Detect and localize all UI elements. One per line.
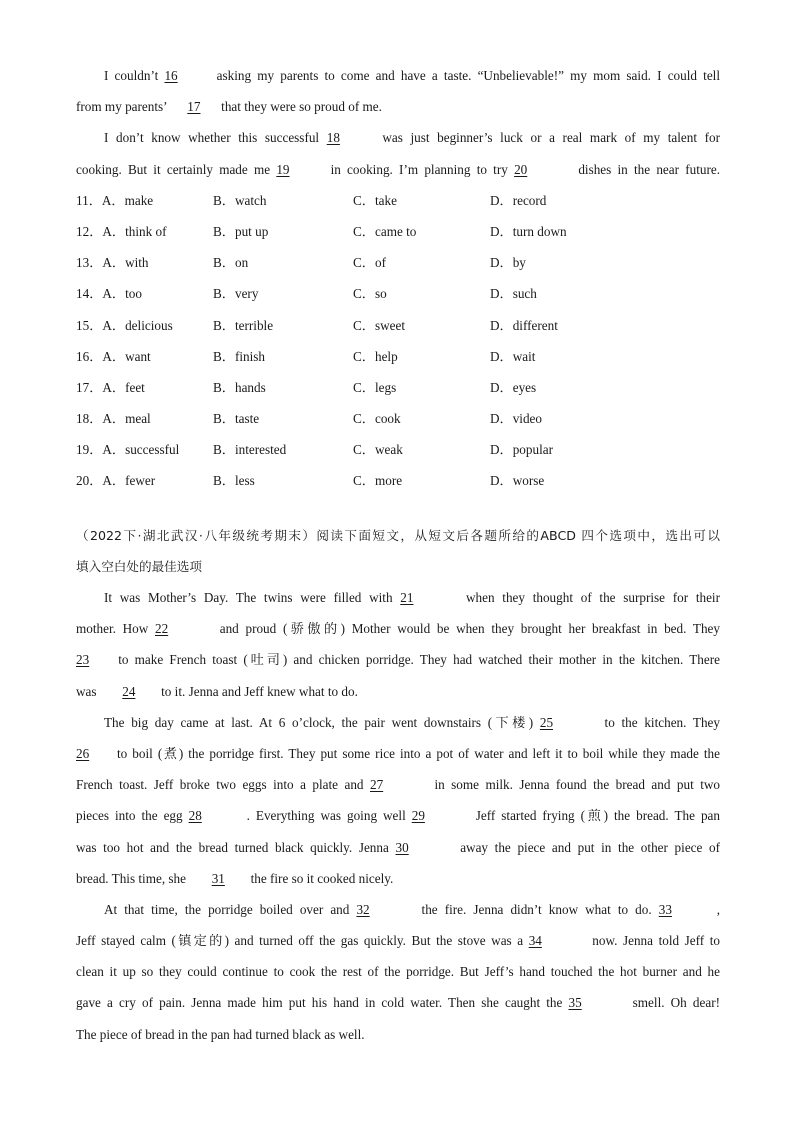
option-d[interactable]: D．turn down: [490, 223, 567, 239]
option-c[interactable]: C．weak: [353, 442, 403, 458]
blank-16[interactable]: 16: [164, 68, 178, 83]
passage2-line: Jeff stayed calm (镇定的) and turned off the gas quickly. But the stove was a 34 now. Jenna told Jeff to: [76, 925, 720, 956]
blank-28[interactable]: 28: [188, 808, 202, 824]
passage2-line: clean it up so they could continue to cook the rest of the porridge. But Jeff’s hand touched the hot burner and he: [76, 964, 720, 980]
option-d[interactable]: D．worse: [490, 473, 545, 489]
option-d[interactable]: D．record: [490, 192, 547, 208]
blank-31[interactable]: 31: [211, 870, 225, 886]
passage2-line: French toast. Jeff broke two eggs into a plate and 27 in some milk. Jenna found the bread and put two: [76, 769, 720, 800]
passage2-line: pieces into the egg 28 . Everything was going well 29 Jeff started frying (煎) the bread. The pan: [76, 800, 720, 831]
blank-30[interactable]: 30: [395, 839, 409, 855]
passage2-line: At that time, the porridge boiled over and 32 the fire. Jenna didn’t know what to do. 33 ,: [76, 894, 720, 925]
question-row: 20．A．fewer B．less C．more D．worse: [76, 465, 720, 496]
option-b[interactable]: B．hands: [213, 379, 266, 395]
blank-24[interactable]: 24: [122, 683, 136, 699]
passage2-line: bread. This time, she 31 the fire so it cooked nicely.: [76, 863, 720, 894]
option-a[interactable]: A．too: [102, 286, 142, 302]
option-c[interactable]: C．so: [353, 286, 387, 302]
option-d[interactable]: D．wait: [490, 348, 536, 364]
passage2-line: The big day came at last. At 6 o’clock, the pair went downstairs (下楼) 25 to the kitchen. They: [76, 707, 720, 738]
blank-23[interactable]: 23: [76, 652, 90, 668]
blank-19[interactable]: 19: [276, 161, 290, 177]
blank-26[interactable]: 26: [76, 745, 90, 761]
blank-34[interactable]: 34: [528, 933, 542, 949]
passage2-line: 23 to make French toast (吐司) and chicken porridge. They had watched their mother in the kitchen. There: [76, 644, 720, 675]
option-c[interactable]: C．cook: [353, 411, 401, 427]
question-row: 12．A．think of B．put up C．came to D．turn down: [76, 216, 720, 247]
option-b[interactable]: B．put up: [213, 223, 269, 239]
option-c[interactable]: C．came to: [353, 223, 417, 239]
blank-33[interactable]: 33: [658, 901, 672, 917]
option-a[interactable]: A．with: [102, 255, 149, 271]
blank-29[interactable]: 29: [411, 808, 425, 824]
option-a[interactable]: A．successful: [102, 442, 180, 458]
blank-27[interactable]: 27: [369, 777, 384, 793]
question-row: 14．A．too B．very C．so D．such: [76, 278, 720, 309]
blank-17[interactable]: 17: [187, 99, 201, 115]
blank-20[interactable]: 20: [514, 161, 528, 177]
question-row: 11．A．make B．watch C．take D．record: [76, 185, 720, 216]
passage1-line: I couldn’t 16 asking my parents to come and have a taste. “Unbelievable!” my mom said. I could tell: [76, 60, 720, 91]
option-a[interactable]: A．think of: [102, 223, 167, 239]
question-options-list: [76, 185, 720, 497]
passage1-line: I don’t know whether this successful 18 was just beginner’s luck or a real mark of my talent for: [76, 122, 720, 153]
option-b[interactable]: B．interested: [213, 442, 287, 458]
option-a[interactable]: A．fewer: [102, 473, 156, 489]
blank-22[interactable]: 22: [155, 621, 169, 637]
option-b[interactable]: B．very: [213, 286, 259, 302]
option-c[interactable]: C．legs: [353, 379, 397, 395]
option-d[interactable]: D．by: [490, 255, 526, 271]
option-c[interactable]: C．of: [353, 255, 386, 271]
blank-35[interactable]: 35: [568, 995, 582, 1011]
question-row: 15．A．delicious B．terrible C．sweet D．different: [76, 310, 720, 341]
option-d[interactable]: D．such: [490, 286, 537, 302]
passage2-line: 26 to boil (煮) the porridge first. They put some rice into a pot of water and left it to boil while they made the: [76, 738, 720, 769]
option-d[interactable]: D．eyes: [490, 379, 537, 395]
blank-18[interactable]: 18: [326, 130, 340, 146]
option-a[interactable]: A．make: [101, 192, 154, 208]
option-c[interactable]: C．sweet: [353, 317, 406, 333]
option-a[interactable]: A．delicious: [102, 317, 173, 333]
section-instruction: （2022下·湖北武汉·八年级统考期末）阅读下面短文，从短文后各题所给的ABCD 四个选项中，选出可以: [76, 527, 720, 543]
option-b[interactable]: B．watch: [213, 192, 267, 208]
passage2-line: The piece of bread in the pan had turned black as well.: [76, 1026, 365, 1042]
option-b[interactable]: B．less: [213, 473, 255, 489]
passage1-line: from my parents’ 17 that they were so proud of me.: [76, 91, 720, 122]
option-a[interactable]: A．meal: [102, 411, 151, 427]
option-c[interactable]: C．take: [353, 192, 397, 208]
passage2-line: gave a cry of pain. Jenna made him put his hand in cold water. Then she caught the 35 smell. Oh dear!: [76, 987, 720, 1018]
question-row: 19．A．successful B．interested C．weak D．popular: [76, 434, 720, 465]
passage2-line: mother. How 22 and proud (骄傲的) Mother would be when they brought her breakfast in bed. They: [76, 613, 720, 644]
question-row: 18．A．meal B．taste C．cook D．video: [76, 403, 720, 434]
question-row: 13．A．with B．on C．of D．by: [76, 247, 720, 278]
passage2-line: It was Mother’s Day. The twins were filled with 21 when they thought of the surprise for their: [76, 582, 720, 613]
question-row: 17．A．feet B．hands C．legs D．eyes: [76, 372, 720, 403]
option-d[interactable]: D．video: [490, 411, 543, 427]
option-d[interactable]: D．popular: [490, 442, 553, 458]
option-a[interactable]: A．want: [102, 348, 151, 364]
option-b[interactable]: B．taste: [213, 411, 260, 427]
option-c[interactable]: C．help: [353, 348, 398, 364]
blank-32[interactable]: 32: [356, 901, 370, 917]
passage2-line: was too hot and the bread turned black quickly. Jenna 30 away the piece and put in the other piece of: [76, 832, 720, 863]
passage2-line: was 24 to it. Jenna and Jeff knew what to do.: [76, 676, 720, 707]
question-row: 16．A．want B．finish C．help D．wait: [76, 341, 720, 372]
blank-21[interactable]: 21: [400, 590, 414, 605]
option-b[interactable]: B．terrible: [213, 317, 274, 333]
option-a[interactable]: A．feet: [102, 379, 145, 395]
passage1-line: cooking. But it certainly made me 19 in cooking. I’m planning to try 20 dishes in the near future.: [76, 154, 720, 185]
blank-25[interactable]: 25: [539, 714, 554, 730]
exam-page: [76, 60, 720, 1050]
section-instruction: 填入空白处的最佳选项: [76, 558, 202, 574]
option-c[interactable]: C．more: [353, 473, 403, 489]
option-d[interactable]: D．different: [490, 317, 558, 333]
option-b[interactable]: B．finish: [213, 348, 266, 364]
option-b[interactable]: B．on: [213, 255, 249, 271]
